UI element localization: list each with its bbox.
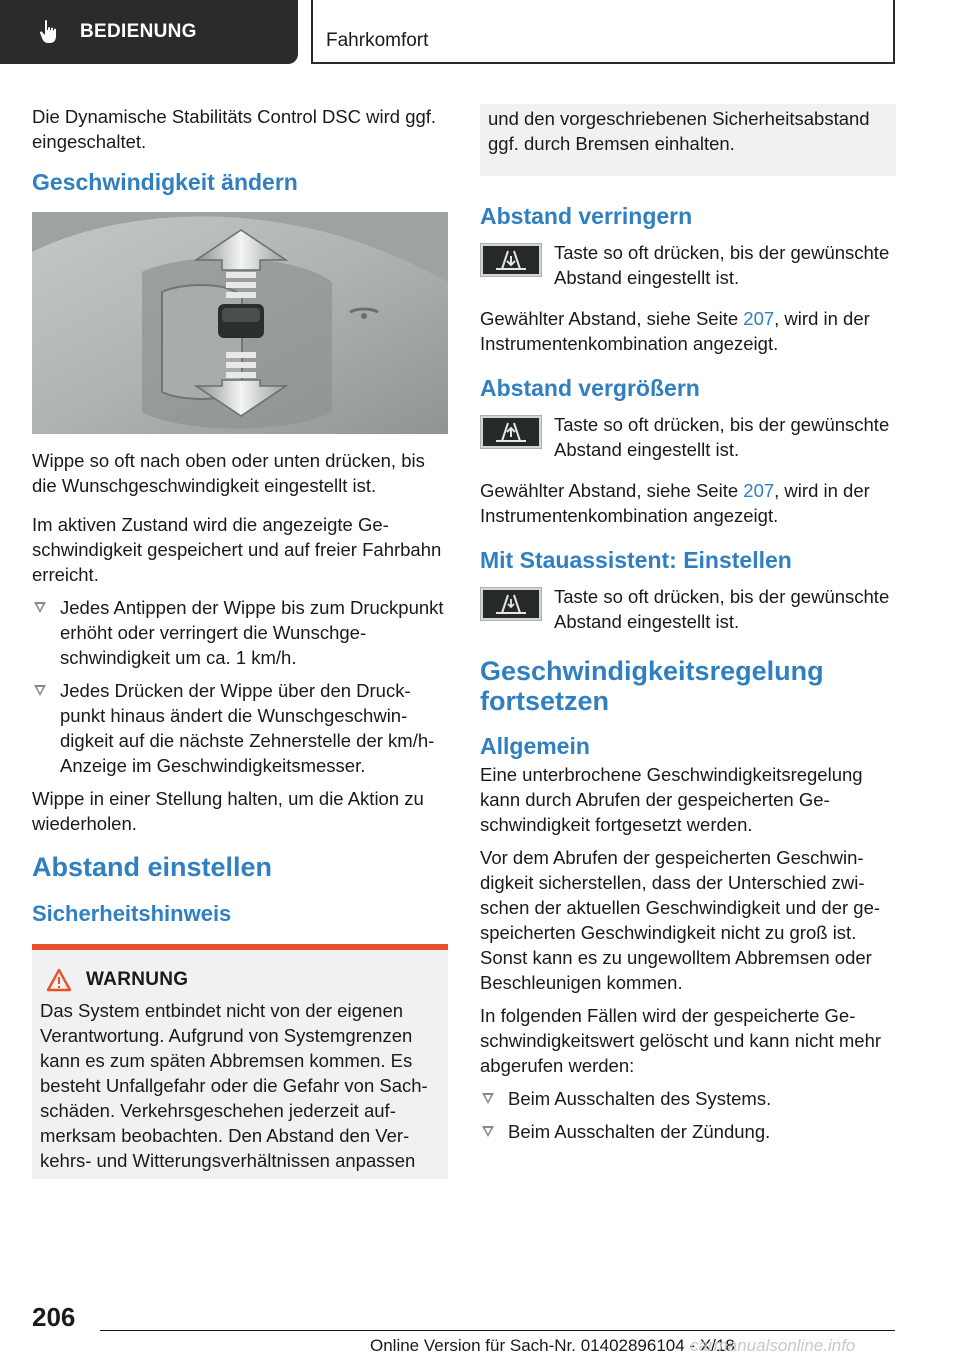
increase-heading: Abstand vergrößern — [480, 375, 700, 401]
right-column — [480, 104, 896, 1152]
increase-paragraph: Gewählter Abstand, siehe Seite 207, wird in der Instrumentenkombination angezeigt. — [480, 480, 870, 526]
distance-reduce-button-icon — [480, 243, 542, 277]
warning-triangle-icon — [46, 968, 72, 992]
traffic-jam-assist-button-icon — [480, 587, 542, 621]
stau-button-text: Taste so oft drücken, bis der gewünschte Abstand eingestellt ist. — [554, 586, 890, 632]
resume-heading: Geschwindigkeitsregelung fortsetzen — [480, 656, 824, 716]
warning-continuation-text: und den vorgeschriebenen Sicherheitsabstand ggf. durch Bremsen einhalten. — [488, 108, 870, 154]
intro-paragraph: Die Dynamische Stabilitäts Control DSC wird ggf. eingeschaltet. — [32, 106, 437, 152]
distance-increase-button-icon — [480, 415, 542, 449]
safety-heading: Sicherheitshinweis — [32, 901, 232, 926]
reduce-button-text: Taste so oft drücken, bis der gewünschte Abstand eingestellt ist. — [554, 242, 890, 288]
section-tab — [0, 0, 298, 64]
stau-button-row — [480, 584, 896, 634]
speed-paragraph-1: Wippe so oft nach oben oder unten drücken, bis die Wunschgeschwindigkeit eingestellt ist. — [32, 450, 425, 496]
triangle-bullet-icon — [482, 1126, 494, 1137]
increase-button-row — [480, 412, 896, 462]
steering-wheel-rocker-image — [32, 212, 448, 434]
resume-bullet-list — [480, 1086, 896, 1144]
reduce-paragraph: Gewählter Abstand, siehe Seite 207, wird in der Instrumentenkombination angezeigt. — [480, 308, 870, 354]
speed-paragraph-2: Im aktiven Zustand wird die angezeigte Geschwindigkeit gespeichert und auf freier Fahrbahn erreicht. — [32, 514, 442, 585]
general-paragraph-1: Eine unterbrochene Geschwindigkeitsregelung kann durch Abrufen der gespeicherten Geschwindigkeit fortgesetzt werden. — [480, 764, 863, 835]
footer-divider — [100, 1330, 895, 1331]
reduce-heading: Abstand verringern — [480, 203, 693, 229]
left-column — [32, 104, 448, 1179]
warning-header — [40, 968, 440, 992]
general-paragraph-2: Vor dem Abrufen der gespeicherten Geschwindigkeit sicherstellen, dass der Unterschied zwischen der aktuellen Geschwindigkeit und der gespeicherten Geschwindigkeit nicht zu groß ist. Sonst kann es zu ungewolltem Abbremsen oder Beschleunigen kommen. — [480, 847, 881, 993]
section-label: BEDIENUNG — [80, 21, 197, 42]
footer-text: Online Version für Sach-Nr. 01402896104 - X/18 — [370, 1336, 735, 1355]
header-divider — [311, 0, 313, 64]
general-paragraph-3: In folgenden Fällen wird der gespeicherte Geschwindigkeitswert gelöscht und kann nicht mehr abgerufen werden: — [480, 1005, 882, 1076]
page-link-207[interactable]: 207 — [743, 308, 775, 329]
warning-label: WARNUNG — [86, 969, 189, 990]
page-header — [0, 0, 960, 66]
page-number: 206 — [32, 1302, 76, 1332]
triangle-bullet-icon — [482, 1093, 494, 1104]
increase-button-text: Taste so oft drücken, bis der gewünschte Abstand eingestellt ist. — [554, 414, 890, 460]
triangle-bullet-icon — [34, 602, 46, 613]
watermark-logo: carmanualsonline.info — [690, 1336, 856, 1355]
general-heading: Allgemein — [480, 733, 590, 759]
reduce-button-row — [480, 240, 896, 290]
page-link-207[interactable]: 207 — [743, 480, 775, 501]
header-underline — [311, 62, 895, 64]
page-title: Fahrkomfort — [326, 30, 429, 51]
warning-continuation — [480, 104, 896, 176]
speed-bullet-list — [32, 595, 448, 778]
hand-pointer-icon — [36, 18, 64, 46]
distance-heading: Abstand einstellen — [32, 852, 273, 882]
list-item: Beim Ausschalten der Zündung. — [480, 1119, 896, 1144]
stau-heading: Mit Stauassistent: Einstellen — [480, 547, 792, 573]
warning-box — [32, 944, 448, 1179]
hold-paragraph: Wippe in einer Stellung halten, um die Aktion zu wiederholen. — [32, 788, 424, 834]
warning-text: Das System entbindet nicht von der eigenen Verantwortung. Aufgrund von Systemgrenzen kann es zum späten Abbremsen kommen. Es besteht Unfallgefahr oder die Gefahr von Sachschäden. Verkehrsgeschehen jederzeit aufmerksam beobachten. Den Abstand den Verkehrs- und Witterungsverhältnissen anpassen — [40, 1000, 428, 1171]
header-divider — [893, 0, 895, 64]
triangle-bullet-icon — [34, 685, 46, 696]
list-item: Jedes Drücken der Wippe über den Druckpunkt hinaus ändert die Wunschgeschwindigkeit auf die nächste Zehnerstelle der km/h-Anzeige im Geschwindigkeitsmesser. — [32, 678, 448, 778]
list-item: Beim Ausschalten des Systems. — [480, 1086, 896, 1111]
list-item: Jedes Antippen der Wippe bis zum Druckpunkt erhöht oder verringert die Wunschgeschwindigkeit um ca. 1 km/h. — [32, 595, 448, 670]
speed-heading: Geschwindigkeit ändern — [32, 169, 298, 195]
